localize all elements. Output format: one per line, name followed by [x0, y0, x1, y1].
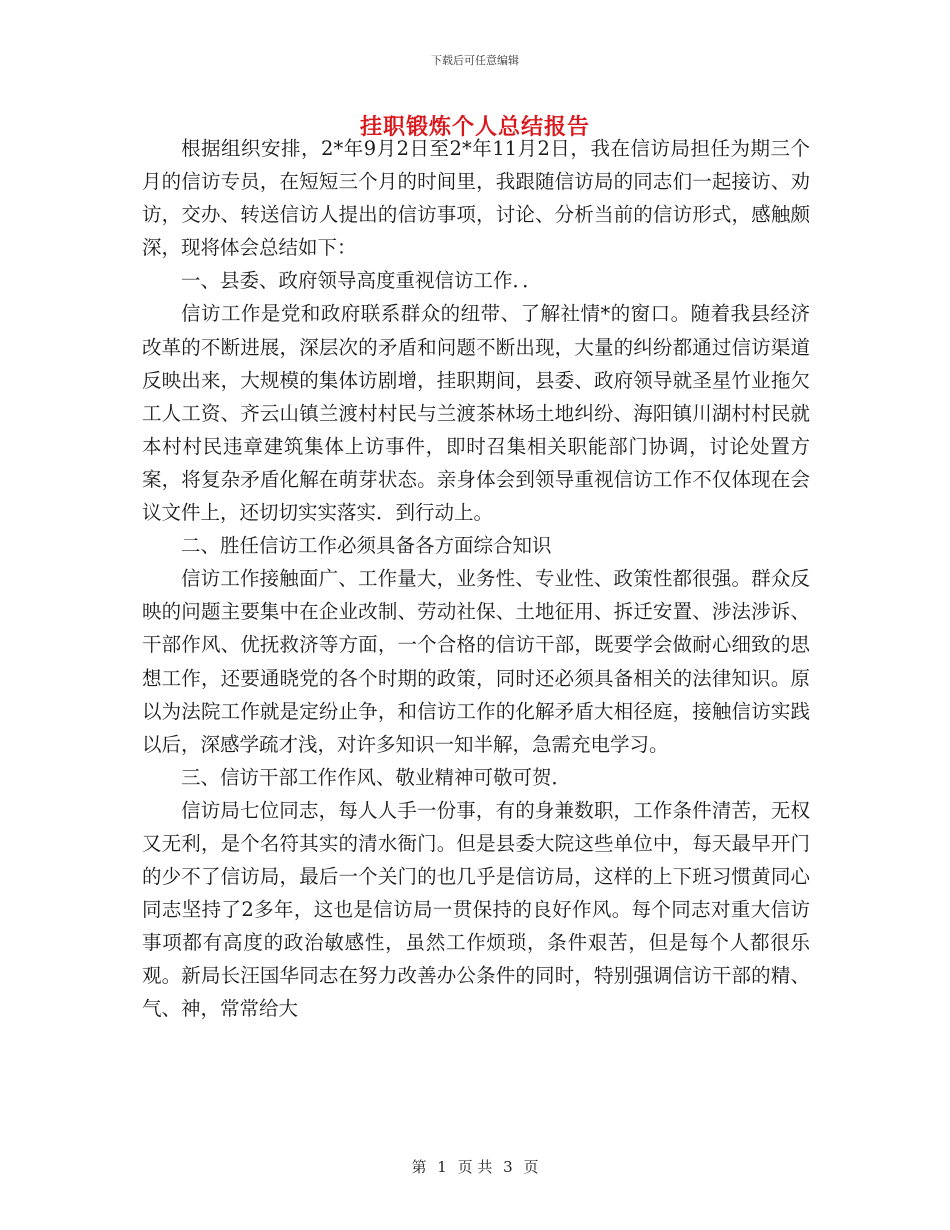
page-label-mid: 页 共 [457, 1158, 493, 1176]
page-label-prefix: 第 [411, 1158, 427, 1176]
page-footer [0, 1156, 950, 1177]
paragraph-section-2: 信访工作接触面广、工作量大，业务性、专业性、政策性都很强。群众反映的问题主要集中在企业改制、劳动社保、土地征用、拆迁安置、涉法涉诉、干部作风、优抚救济等方面，一个合格的信访干部，既要学会做耐心细致的思想工作，还要通晓党的各个时期的政策，同时还必须具备相关的法律知识。原以为法院工作就是定纷止争，和信访工作的化解矛盾大相径庭，接触信访实践以后，深感学疏才浅，对许多知识一知半解，急需充电学习。 [142, 567, 810, 756]
page-total: 3 [503, 1158, 513, 1176]
document-title: 挂职锻炼个人总结报告 [359, 114, 590, 140]
page-number: 1 [437, 1158, 447, 1176]
document-body [142, 132, 810, 1026]
page-label-suffix: 页 [523, 1158, 539, 1176]
section-heading-1: 一、县委、政府领导高度重视信访工作．． [181, 269, 542, 293]
section-heading-2: 二、胜任信访工作必须具备各方面综合知识 [181, 534, 552, 558]
paragraph-section-3: 信访局七位同志，每人人手一份事，有的身兼数职，工作条件清苦，无权又无利，是个名符其实的清水衙门。但是县委大院这些单位中，每天最早开门的少不了信访局，最后一个关门的也几乎是信访局，这样的上下班习惯黄同心同志坚持了2多年，这也是信访局一贯保持的良好作风。每个同志对重大信访事项都有高度的政治敏感性，虽然工作烦琐，条件艰苦，但是每个人都很乐观。新局长汪国华同志在努力改善办公条件的同时，特别强调信访干部的精、气、神，常常给大 [142, 798, 810, 1021]
section-heading-3: 三、信访干部工作作风、敬业精神可敬可贺． [181, 765, 572, 789]
header-note: 下载后可任意编辑 [431, 54, 519, 67]
paragraph-section-1: 信访工作是党和政府联系群众的纽带、了解社情*的窗口。随着我县经济改革的不断进展，深层次的矛盾和问题不断出现，大量的纠纷都通过信访渠道反映出来，大规模的集体访剧增，挂职期间，县委、政府领导就圣星竹业拖欠工人工资、齐云山镇兰渡村村民与兰渡茶林场土地纠纷、海阳镇川湖村村民就本村村民违章建筑集体上访事件，即时召集相关职能部门协调，讨论处置方案，将复杂矛盾化解在萌芽状态。亲身体会到领导重视信访工作不仅体现在会议文件上，还切切实实落实．到行动上。 [142, 302, 810, 525]
paragraph-intro: 根据组织安排，2*年9月2日至2*年11月2日，我在信访局担任为期三个月的信访专员，在短短三个月的时间里，我跟随信访局的同志们一起接访、劝访，交办、转送信访人提出的信访事项，讨论、分析当前的信访形式，感触颇深，现将体会总结如下： [142, 137, 810, 260]
